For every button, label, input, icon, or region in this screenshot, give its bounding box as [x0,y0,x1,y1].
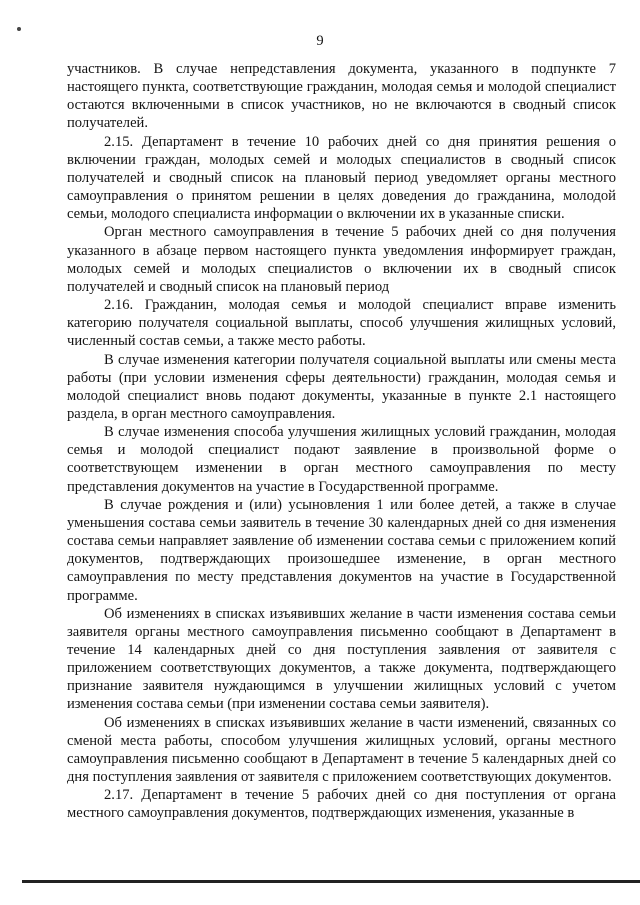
paragraph-2-16-family-change: В случае рождения и (или) усыновления 1 или более детей, а также в случае уменьшения состава семьи заявитель в течение 30 календарных дней со дня изменения состава семьи направляет заявление об изменении состава семьи с приложением копий документов, подтверждающих произошедшее изменение, в орган местного самоуправления по месту представления документов на участие в Государственной программе. [67,496,616,604]
page-bottom-edge [22,880,640,883]
paragraph-2-16-method-change: В случае изменения способа улучшения жилищных условий гражданин, молодая семья и молодой специалист подают заявление в произвольной форме о соответствующем изменении в орган местного самоуправления по месту представления документов на участие в Государственной программе. [67,424,616,495]
paragraph-2-16-category-change: В случае изменения категории получателя социальной выплаты или смены места работы (при условии изменения сферы деятельности) гражданин, молодая семья и молодой специалист вновь подают документы, указанные в пункте 2.1 настоящего раздела, в орган местного самоуправления. [67,351,616,422]
page-number: 9 [316,33,324,49]
paragraph-2-16: 2.16. Гражданин, молодая семья и молодой специалист вправе изменить категорию получателя социальной выплаты, способ улучшения жилищных условий, численный состав семьи, а также место работы. [67,297,616,350]
paragraph-2-16-family-notify: Об изменениях в списках изъявивших желание в части изменения состава семьи заявителя органы местного самоуправления письменно сообщают в Департамент в течение 14 календарных дней со дня поступления заявления от заявителя с приложением соответствующих документов, а также документа, подтверждающего признание заявителя нуждающимся в улучшении жилищных условий с учетом изменения состава семьи (при изменении состава семьи заявителя). [67,605,616,713]
paragraph-2-17: 2.17. Департамент в течение 5 рабочих дней со дня поступления от органа местного самоуправления документов, подтверждающих изменения, указанные в [67,787,616,822]
paragraph-2-16-work-notify: Об изменениях в списках изъявивших желание в части изменений, связанных со сменой места работы, способом улучшения жилищных условий, органы местного самоуправления письменно сообщают в Департамент в течение 5 календарных дней со дня поступления заявления от заявителя с приложением соответствующих документов. [67,714,616,786]
paragraph-2-15: 2.15. Департамент в течение 10 рабочих дней со дня принятия решения о включении граждан, молодых семей и молодых специалистов в сводный список получателей и сводный список на плановый период уведомляет органы местного самоуправления о принятом решении в целях доведения до гражданина, молодой семьи, молодого специалиста информации о включении их в указанные списки. [67,133,616,223]
document-body [67,60,616,823]
scan-speck [17,27,21,31]
paragraph-2-15-local-authority: Орган местного самоуправления в течение 5 рабочих дней со дня получения указанного в абзаце первом настоящего пункта уведомления информирует граждан, молодых семей и молодых специалистов о включении их в сводный список получателей и сводный список на плановый период [67,224,616,295]
paragraph-continuation: участников. В случае непредставления документа, указанного в подпункте 7 настоящего пункта, соответствующие гражданин, молодая семья и молодой специалист остаются включенными в список участников, но не включаются в сводный список получателей. [67,61,616,132]
